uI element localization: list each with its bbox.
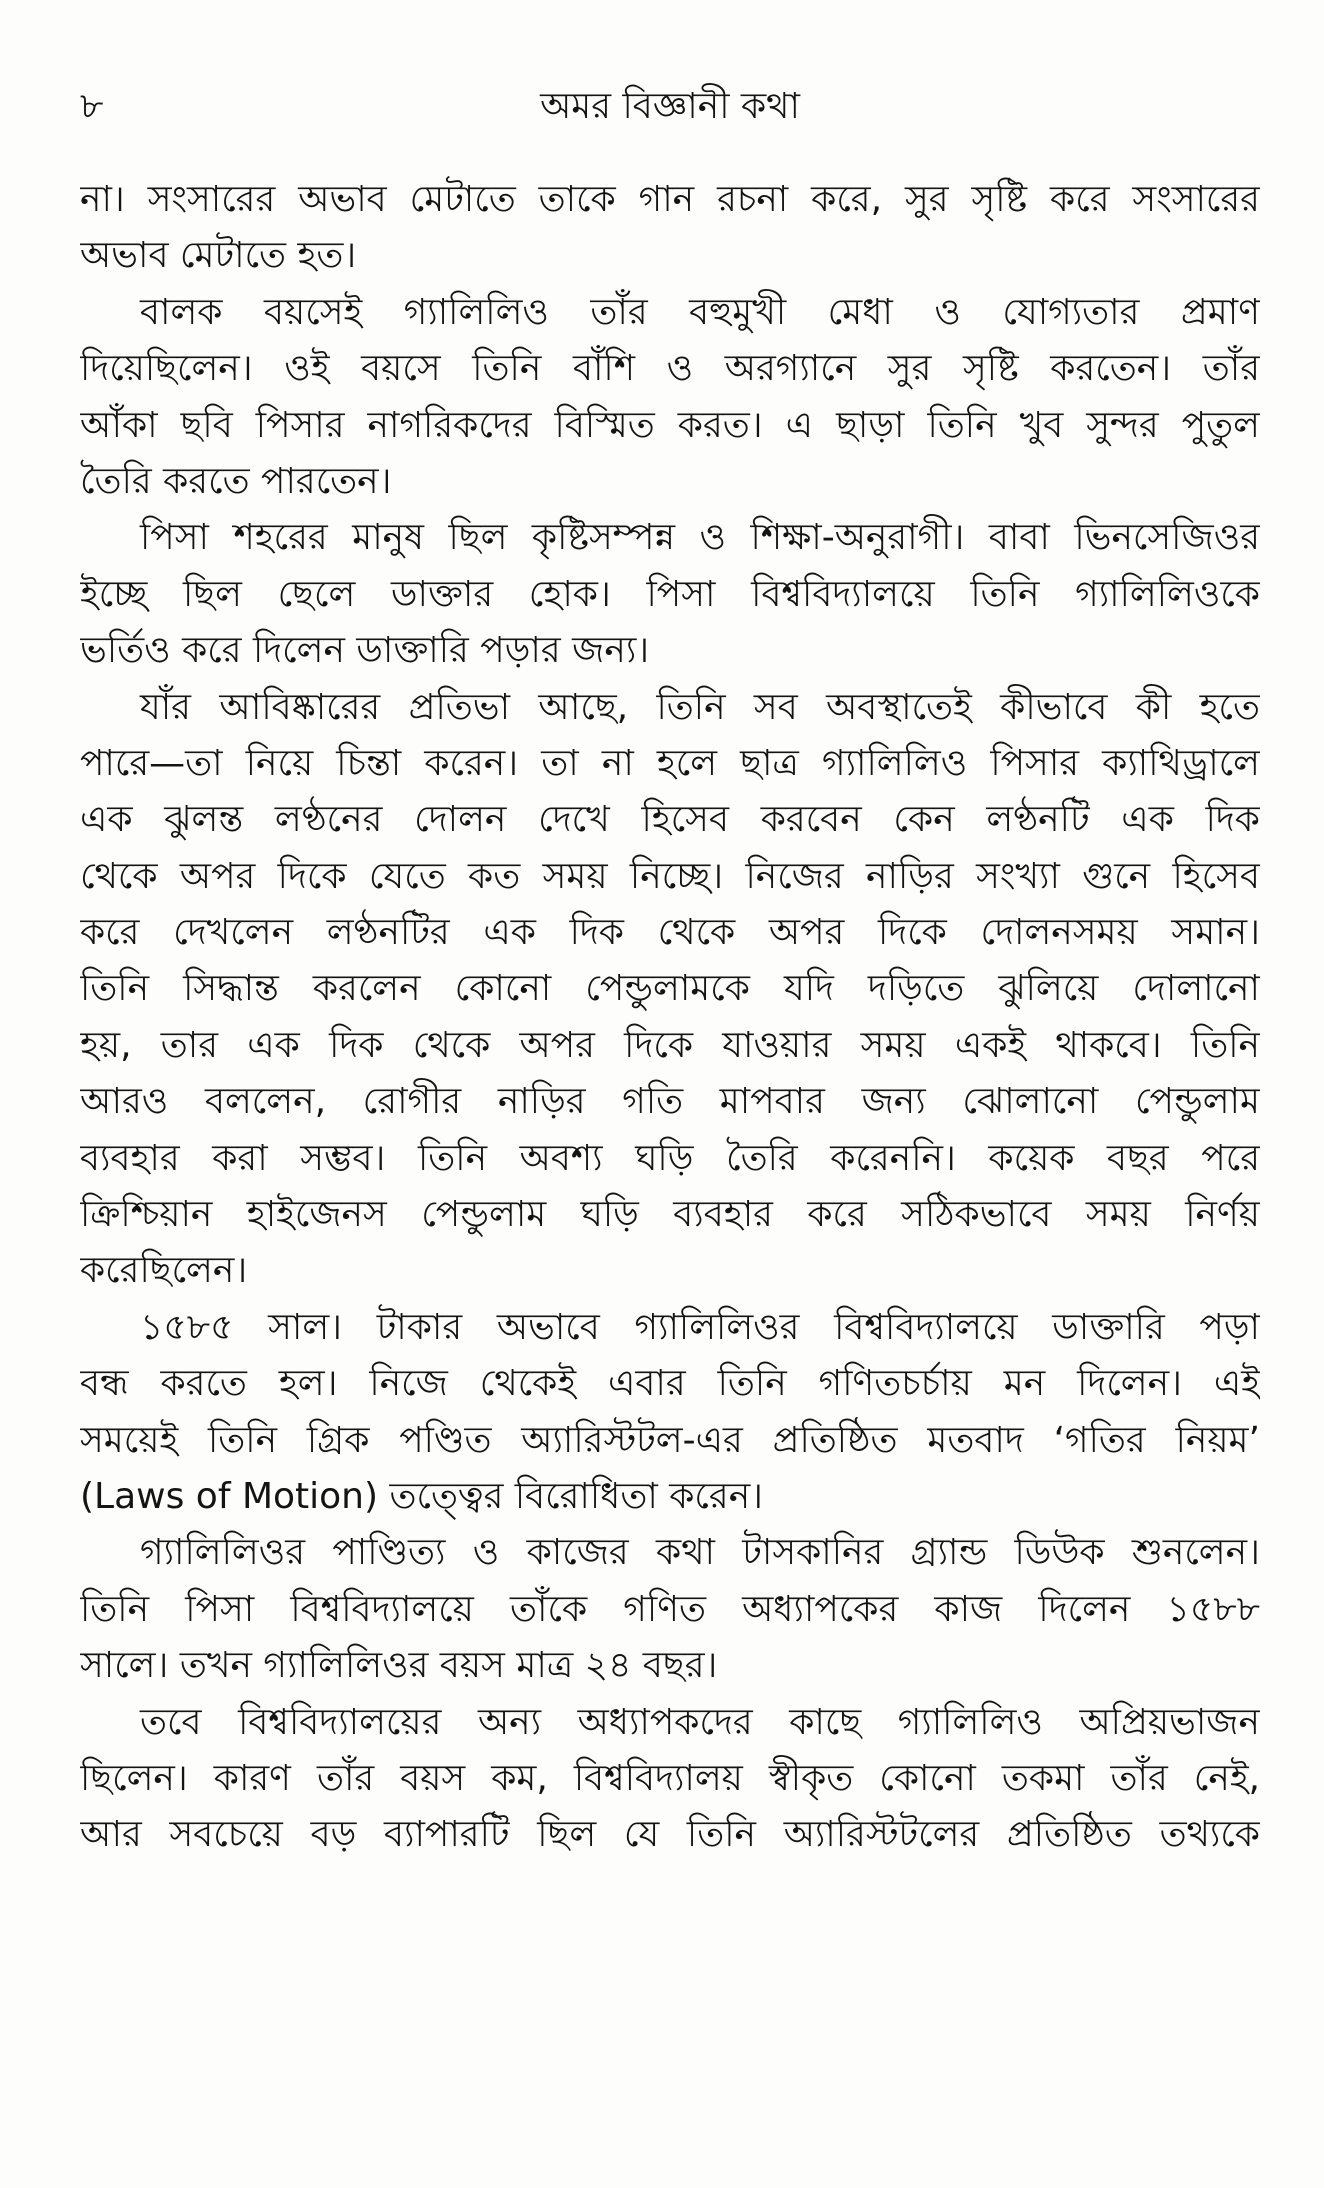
- page-header: [80, 82, 1260, 142]
- text-line: সালে। তখন গ্যালিলিওর বয়স মাত্র ২৪ বছর।: [80, 1645, 718, 1687]
- text-line: ভর্তিও করে দিলেন ডাক্তারি পড়ার জন্য।: [80, 630, 650, 672]
- text-line: ক্রিশ্চিয়ান হাইজেনস পেন্ডুলাম ঘড়ি ব্যবহার করে সঠিকভাবে সময় নির্ণয়: [80, 1194, 1260, 1236]
- text-line: দিয়েছিলেন। ওই বয়সে তিনি বাঁশি ও অরগ্যানে সুর সৃষ্টি করতেন। তাঁর: [80, 348, 1260, 390]
- text-line: অভাব মেটাতে হত।: [80, 235, 357, 277]
- page-number: ৮: [80, 86, 104, 127]
- text-line: না। সংসারের অভাব মেটাতে তাকে গান রচনা করে, সুর সৃষ্টি করে সংসারের: [80, 179, 1260, 220]
- text-line: তিনি পিসা বিশ্ববিদ্যালয়ে তাঁকে গণিত অধ্যাপকের কাজ দিলেন ১৫৮৮: [80, 1588, 1260, 1630]
- text-line: তিনি সিদ্ধান্ত করলেন কোনো পেন্ডুলামকে যদি দড়িতে ঝুলিয়ে দোলানো: [80, 968, 1260, 1010]
- text-line: গ্যালিলিওর পাণ্ডিত্য ও কাজের কথা টাসকানির গ্র্যান্ড ডিউক শুনলেন।: [140, 1532, 1260, 1574]
- running-title: অমর বিজ্ঞানী কথা: [540, 86, 800, 127]
- text-line: থেকে অপর দিকে যেতে কত সময় নিচ্ছে। নিজের নাড়ির সংখ্যা গুনে হিসেব: [80, 855, 1260, 897]
- text-line: আঁকা ছবি পিসার নাগরিকদের বিস্মিত করত। এ ছাড়া তিনি খুব সুন্দর পুতুল: [80, 404, 1260, 446]
- text-line: সময়েই তিনি গ্রিক পণ্ডিত অ্যারিস্টটল-এর প্রতিষ্ঠিত মতবাদ ‘গতির নিয়ম’: [80, 1419, 1260, 1461]
- text-line: আর সবচেয়ে বড় ব্যাপারটি ছিল যে তিনি অ্যারিস্টটলের প্রতিষ্ঠিত তথ্যকে: [80, 1814, 1260, 1856]
- text-line: ছিলেন। কারণ তাঁর বয়স কম, বিশ্ববিদ্যালয় স্বীকৃত কোনো তকমা তাঁর নেই,: [80, 1757, 1260, 1799]
- text-line: করেছিলেন।: [80, 1250, 248, 1292]
- text-line: বালক বয়সেই গ্যালিলিও তাঁর বহুমুখী মেধা ও যোগ্যতার প্রমাণ: [140, 291, 1260, 333]
- text-line: (Laws of Motion) তত্ত্বের বিরোধিতা করেন।: [80, 1475, 764, 1517]
- text-line: আরও বললেন, রোগীর নাড়ির গতি মাপবার জন্য ঝোলানো পেন্ডুলাম: [80, 1081, 1260, 1123]
- text-line: যাঁর আবিষ্কারের প্রতিভা আছে, তিনি সব অবস্থাতেই কীভাবে কী হতে: [140, 686, 1260, 728]
- text-line: তৈরি করতে পারতেন।: [80, 460, 392, 502]
- text-line: এক ঝুলন্ত লণ্ঠনের দোলন দেখে হিসেব করবেন কেন লণ্ঠনটি এক দিক: [80, 799, 1260, 841]
- text-line: করে দেখলেন লণ্ঠনটির এক দিক থেকে অপর দিকে দোলনসময় সমান।: [80, 912, 1260, 954]
- text-line: হয়, তার এক দিক থেকে অপর দিকে যাওয়ার সময় একই থাকবে। তিনি: [80, 1024, 1260, 1066]
- text-line: পারে—তা নিয়ে চিন্তা করেন। তা না হলে ছাত্র গ্যালিলিও পিসার ক্যাথিড্রালে: [80, 742, 1260, 784]
- page-body: [80, 172, 1260, 1864]
- text-line: ইচ্ছে ছিল ছেলে ডাক্তার হোক। পিসা বিশ্ববিদ্যালয়ে তিনি গ্যালিলিওকে: [80, 573, 1260, 615]
- text-line: ব্যবহার করা সম্ভব। তিনি অবশ্য ঘড়ি তৈরি করেননি। কয়েক বছর পরে: [80, 1137, 1260, 1179]
- text-line: ১৫৮৫ সাল। টাকার অভাবে গ্যালিলিওর বিশ্ববিদ্যালয়ে ডাক্তারি পড়া: [140, 1306, 1260, 1348]
- text-line: পিসা শহরের মানুষ ছিল কৃষ্টিসম্পন্ন ও শিক্ষা-অনুরাগী। বাবা ভিনসেজিওর: [140, 517, 1260, 559]
- text-line: তবে বিশ্ববিদ্যালয়ের অন্য অধ্যাপকদের কাছে গ্যালিলিও অপ্রিয়ভাজন: [140, 1701, 1260, 1743]
- text-line: বন্ধ করতে হল। নিজে থেকেই এবার তিনি গণিতচর্চায় মন দিলেন। এই: [80, 1363, 1260, 1405]
